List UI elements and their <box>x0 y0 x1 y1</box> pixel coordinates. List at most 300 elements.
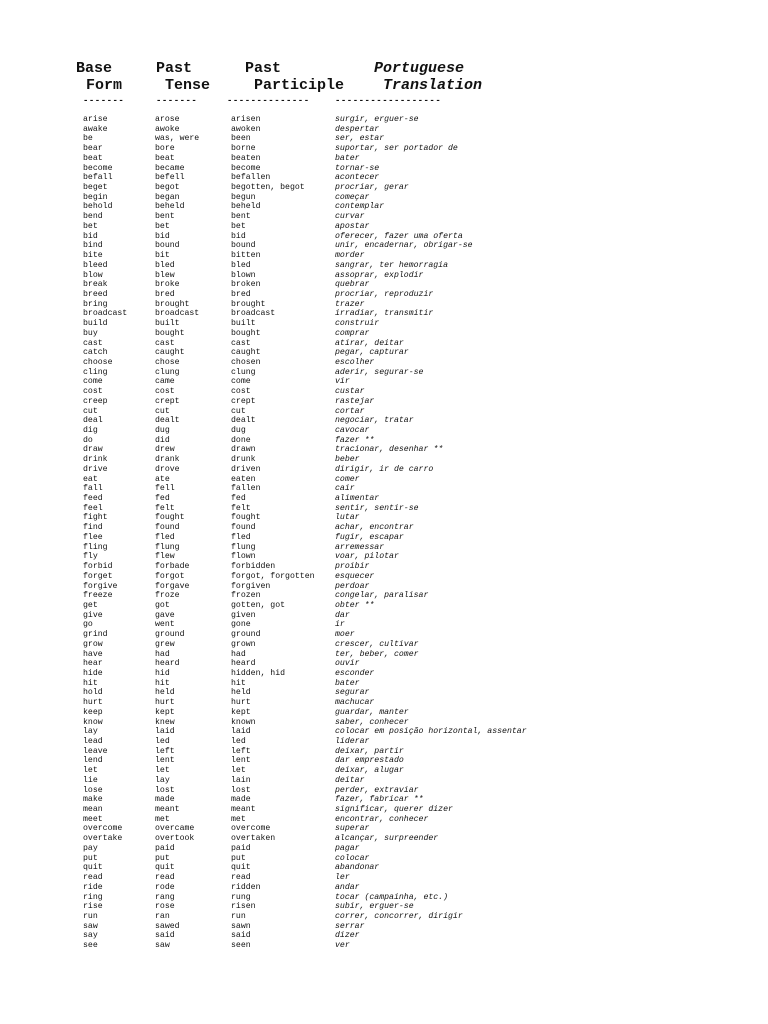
base-form-cell: forgive <box>83 581 118 591</box>
past-participle-cell: brought <box>231 299 266 309</box>
table-row <box>0 261 768 271</box>
table-row <box>0 465 768 475</box>
table-row <box>0 543 768 553</box>
past-participle-cell: begun <box>231 192 256 202</box>
base-form-cell: say <box>83 931 98 941</box>
portuguese-translation-cell: rastejar <box>335 396 375 406</box>
past-tense-cell: rang <box>155 892 175 902</box>
table-row <box>0 562 768 572</box>
base-form-cell: fight <box>83 513 108 523</box>
base-form-cell: fling <box>83 542 108 552</box>
table-row <box>0 931 768 941</box>
past-participle-cell: dealt <box>231 416 256 426</box>
base-form-cell: make <box>83 795 103 805</box>
portuguese-translation-cell: curvar <box>335 212 365 222</box>
portuguese-translation-cell: unir, encadernar, obrigar-se <box>335 241 473 251</box>
past-tense-cell: held <box>155 688 175 698</box>
past-tense-cell: fled <box>155 532 175 542</box>
portuguese-translation-cell: correr, concorrer, dirigir <box>335 911 463 921</box>
header-base-line2: Form <box>86 77 123 94</box>
portuguese-translation-cell: andar <box>335 882 360 892</box>
past-participle-cell: had <box>231 649 246 659</box>
base-form-cell: drink <box>83 455 108 465</box>
table-row <box>0 232 768 242</box>
base-form-cell: creep <box>83 396 108 406</box>
table-row <box>0 513 768 523</box>
portuguese-translation-cell: apostar <box>335 221 370 231</box>
base-form-cell: cut <box>83 406 98 416</box>
table-row <box>0 766 768 776</box>
base-form-cell: hold <box>83 688 103 698</box>
portuguese-translation-cell: negociar, tratar <box>335 416 414 426</box>
base-form-cell: fall <box>83 484 103 494</box>
table-row <box>0 455 768 465</box>
table-row <box>0 154 768 164</box>
past-tense-cell: read <box>155 873 175 883</box>
past-tense-cell: brought <box>155 299 190 309</box>
portuguese-translation-cell: ler <box>335 873 350 883</box>
header-participle-line2: Participle <box>254 77 345 94</box>
past-tense-cell: got <box>155 600 170 610</box>
portuguese-translation-cell: abandonar <box>335 863 380 873</box>
past-tense-cell: rose <box>155 902 175 912</box>
base-form-cell: hide <box>83 668 103 678</box>
past-participle-cell: forgiven <box>231 581 271 591</box>
base-form-cell: feed <box>83 494 103 504</box>
past-participle-cell: meant <box>231 805 256 815</box>
base-form-cell: dig <box>83 426 98 435</box>
portuguese-translation-cell: segurar <box>335 688 370 698</box>
past-participle-cell: come <box>231 377 251 387</box>
past-participle-cell: bound <box>231 241 256 251</box>
table-row <box>0 290 768 300</box>
portuguese-translation-cell: beber <box>335 455 360 465</box>
past-tense-cell: drank <box>155 455 180 465</box>
header-past-line2: Tense <box>165 77 211 94</box>
header-participle-line1: Past <box>245 60 282 77</box>
table-row <box>0 552 768 562</box>
portuguese-translation-cell: quebrar <box>335 280 370 290</box>
table-row <box>0 873 768 883</box>
table-row <box>0 698 768 708</box>
portuguese-translation-cell: cair <box>335 484 355 494</box>
portuguese-translation-cell: ser, estar <box>335 134 385 144</box>
table-row <box>0 824 768 834</box>
table-row <box>0 222 768 232</box>
past-participle-cell: lent <box>231 756 251 766</box>
table-row <box>0 902 768 912</box>
portuguese-translation-cell: ouvir <box>335 659 360 669</box>
past-participle-cell: borne <box>231 144 256 154</box>
table-row <box>0 893 768 903</box>
table-row <box>0 202 768 212</box>
past-participle-cell: fed <box>231 494 246 504</box>
base-form-cell: breed <box>83 289 108 299</box>
table-row <box>0 582 768 592</box>
past-participle-cell: given <box>231 610 256 620</box>
past-tense-cell: bet <box>155 221 170 231</box>
portuguese-translation-cell: surgir, erguer-se <box>335 115 419 124</box>
table-row <box>0 659 768 669</box>
header-separator: ------- <box>83 96 125 106</box>
past-tense-cell: chose <box>155 357 180 367</box>
portuguese-translation-cell: sentir, sentir-se <box>335 503 419 513</box>
past-tense-cell: hurt <box>155 698 175 708</box>
table-row <box>0 387 768 397</box>
base-form-cell: hit <box>83 678 98 688</box>
past-participle-cell: clung <box>231 367 256 377</box>
past-participle-cell: felt <box>231 503 251 513</box>
base-form-cell: feel <box>83 503 103 513</box>
base-form-cell: cost <box>83 387 103 397</box>
past-tense-cell: crept <box>155 396 180 406</box>
past-participle-cell: bled <box>231 260 251 270</box>
base-form-cell: grind <box>83 630 108 640</box>
past-tense-cell: became <box>155 163 185 173</box>
past-participle-cell: crept <box>231 396 256 406</box>
past-participle-cell: made <box>231 795 251 805</box>
past-tense-cell: left <box>155 746 175 756</box>
past-participle-cell: begotten, begot <box>231 183 305 193</box>
past-tense-cell: put <box>155 853 170 863</box>
portuguese-translation-cell: sangrar, ter hemorragia <box>335 260 449 270</box>
past-participle-cell: beaten <box>231 153 261 163</box>
past-participle-cell: cast <box>231 338 251 348</box>
past-tense-cell: bit <box>155 251 170 261</box>
base-form-cell: read <box>83 873 103 883</box>
portuguese-translation-cell: serrar <box>335 921 365 931</box>
portuguese-translation-cell: começar <box>335 192 370 202</box>
base-form-cell: broadcast <box>83 309 128 319</box>
past-participle-cell: drawn <box>231 445 256 455</box>
past-participle-cell: eaten <box>231 474 256 484</box>
table-row <box>0 377 768 387</box>
table-row <box>0 737 768 747</box>
past-tense-cell: drew <box>155 445 175 455</box>
past-participle-cell: fallen <box>231 484 261 494</box>
past-participle-cell: forbidden <box>231 562 276 572</box>
base-form-cell: catch <box>83 348 108 358</box>
past-participle-cell: said <box>231 931 251 941</box>
table-row <box>0 844 768 854</box>
portuguese-translation-cell: procriar, reproduzir <box>335 289 434 299</box>
past-tense-cell: broke <box>155 280 180 290</box>
base-form-cell: hear <box>83 659 103 669</box>
base-form-cell: go <box>83 620 93 630</box>
table-row <box>0 368 768 378</box>
past-participle-cell: bitten <box>231 251 261 261</box>
portuguese-translation-cell: deixar, alugar <box>335 766 404 776</box>
past-participle-cell: forgot, forgotten <box>231 571 315 581</box>
past-participle-cell: beheld <box>231 202 261 212</box>
past-participle-cell: gotten, got <box>231 600 286 610</box>
base-form-cell: know <box>83 717 103 727</box>
past-participle-cell: risen <box>231 902 256 912</box>
base-form-cell: fly <box>83 552 98 562</box>
past-tense-cell: built <box>155 319 180 329</box>
portuguese-translation-cell: cortar <box>335 406 365 416</box>
past-participle-cell: heard <box>231 659 256 669</box>
past-tense-cell: gave <box>155 610 175 620</box>
portuguese-translation-cell: superar <box>335 824 370 834</box>
table-row <box>0 815 768 825</box>
table-row <box>0 620 768 630</box>
base-form-cell: choose <box>83 357 113 367</box>
past-participle-cell: hidden, hid <box>231 668 286 678</box>
base-form-cell: saw <box>83 921 98 931</box>
base-form-cell: bind <box>83 241 103 251</box>
portuguese-translation-cell: contemplar <box>335 202 385 212</box>
past-tense-cell: let <box>155 766 170 776</box>
header-portuguese-line1: Portuguese <box>374 60 465 77</box>
table-row <box>0 193 768 203</box>
portuguese-translation-cell: tornar-se <box>335 163 380 173</box>
base-form-cell: lie <box>83 775 98 785</box>
past-tense-cell: lost <box>155 785 175 795</box>
base-form-cell: bear <box>83 144 103 154</box>
past-tense-cell: cost <box>155 387 175 397</box>
past-participle-cell: broadcast <box>231 309 276 319</box>
past-tense-cell: blew <box>155 270 175 280</box>
past-participle-cell: become <box>231 163 261 173</box>
table-row <box>0 144 768 154</box>
table-row <box>0 747 768 757</box>
past-participle-cell: befallen <box>231 173 271 183</box>
base-form-cell: befall <box>83 173 113 183</box>
portuguese-translation-cell: fugir, escapar <box>335 532 404 542</box>
past-tense-cell: drove <box>155 464 180 474</box>
header-base-line1: Base <box>76 60 113 77</box>
base-form-cell: get <box>83 600 98 610</box>
past-participle-cell: flown <box>231 552 256 562</box>
past-participle-cell: overtaken <box>231 834 276 844</box>
header-portuguese-line2: Translation <box>383 77 483 94</box>
base-form-cell: blow <box>83 270 103 280</box>
table-row <box>0 484 768 494</box>
past-participle-cell: flung <box>231 542 256 552</box>
past-participle-cell: let <box>231 766 246 776</box>
table-row <box>0 173 768 183</box>
base-form-cell: rise <box>83 902 103 912</box>
table-row <box>0 727 768 737</box>
portuguese-translation-cell: oferecer, fazer uma oferta <box>335 231 463 241</box>
past-participle-cell: led <box>231 737 246 746</box>
base-form-cell: bleed <box>83 260 108 270</box>
header-past-line1: Past <box>156 60 193 77</box>
table-row <box>0 854 768 864</box>
past-tense-cell: went <box>155 620 175 630</box>
table-row <box>0 941 768 951</box>
table-row <box>0 805 768 815</box>
base-form-cell: run <box>83 911 98 921</box>
base-form-cell: let <box>83 766 98 776</box>
portuguese-translation-cell: escolher <box>335 357 375 367</box>
past-participle-cell: found <box>231 523 256 533</box>
base-form-cell: buy <box>83 328 98 338</box>
past-tense-cell: ran <box>155 911 170 921</box>
base-form-cell: bid <box>83 231 98 241</box>
past-tense-cell: fell <box>155 484 175 494</box>
past-tense-cell: overtook <box>155 834 195 844</box>
portuguese-translation-cell: tocar (campainha, etc.) <box>335 892 449 902</box>
table-row <box>0 358 768 368</box>
base-form-cell: bite <box>83 251 103 261</box>
base-form-cell: lose <box>83 785 103 795</box>
past-tense-cell: beat <box>155 153 175 163</box>
base-form-cell: keep <box>83 707 103 717</box>
past-participle-cell: broken <box>231 280 261 290</box>
past-tense-cell: beheld <box>155 202 185 212</box>
past-tense-cell: bore <box>155 144 175 154</box>
base-form-cell: hurt <box>83 698 103 708</box>
past-tense-cell: overcame <box>155 824 195 834</box>
base-form-cell: mean <box>83 805 103 815</box>
base-form-cell: freeze <box>83 591 113 601</box>
past-tense-cell: heard <box>155 659 180 669</box>
base-form-cell: see <box>83 941 98 951</box>
portuguese-translation-cell: alcançar, surpreender <box>335 834 439 844</box>
portuguese-translation-cell: assoprar, explodir <box>335 270 424 280</box>
portuguese-translation-cell: comer <box>335 474 360 484</box>
base-form-cell: do <box>83 435 93 445</box>
past-tense-cell: froze <box>155 591 180 601</box>
past-tense-cell: bid <box>155 231 170 241</box>
header-separator: ------------------ <box>335 96 442 106</box>
base-form-cell: lead <box>83 737 103 746</box>
past-tense-cell: bent <box>155 212 175 222</box>
portuguese-translation-cell: esquecer <box>335 571 375 581</box>
past-tense-cell: led <box>155 737 170 746</box>
table-row <box>0 572 768 582</box>
table-row <box>0 348 768 358</box>
base-form-cell: draw <box>83 445 103 455</box>
past-tense-cell: made <box>155 795 175 805</box>
table-row <box>0 300 768 310</box>
past-participle-cell: frozen <box>231 591 261 601</box>
base-form-cell: bet <box>83 221 98 231</box>
base-form-cell: pay <box>83 843 98 853</box>
portuguese-translation-cell: morder <box>335 251 365 261</box>
past-participle-cell: dug <box>231 426 246 435</box>
past-tense-cell: fed <box>155 494 170 504</box>
past-tense-cell: broadcast <box>155 309 200 319</box>
portuguese-translation-cell: dirigir, ir de carro <box>335 464 434 474</box>
portuguese-translation-cell: custar <box>335 387 365 397</box>
past-participle-cell: sawn <box>231 921 251 931</box>
past-tense-cell: lent <box>155 756 175 766</box>
base-form-cell: beat <box>83 153 103 163</box>
portuguese-translation-cell: deixar, partir <box>335 746 404 756</box>
base-form-cell: overtake <box>83 834 123 844</box>
base-form-cell: drive <box>83 464 108 474</box>
past-participle-cell: cost <box>231 387 251 397</box>
past-participle-cell: gone <box>231 620 251 630</box>
past-participle-cell: arisen <box>231 115 261 124</box>
past-participle-cell: fled <box>231 532 251 542</box>
portuguese-translation-cell: ter, beber, comer <box>335 649 419 659</box>
base-form-cell: bring <box>83 299 108 309</box>
table-row <box>0 125 768 135</box>
past-tense-cell: bound <box>155 241 180 251</box>
past-tense-cell: cast <box>155 338 175 348</box>
past-participle-cell: bet <box>231 221 246 231</box>
past-tense-cell: dug <box>155 426 170 435</box>
past-participle-cell: chosen <box>231 357 261 367</box>
past-tense-cell: said <box>155 931 175 941</box>
past-participle-cell: bent <box>231 212 251 222</box>
table-row <box>0 708 768 718</box>
table-row <box>0 115 768 125</box>
past-tense-cell: befell <box>155 173 185 183</box>
past-tense-cell: laid <box>155 727 175 737</box>
base-form-cell: ride <box>83 882 103 892</box>
portuguese-translation-cell: acontecer <box>335 173 380 183</box>
past-tense-cell: met <box>155 814 170 824</box>
portuguese-translation-cell: comprar <box>335 328 370 338</box>
past-participle-cell: quit <box>231 863 251 873</box>
past-tense-cell: meant <box>155 805 180 815</box>
past-tense-cell: forbade <box>155 562 190 572</box>
past-tense-cell: had <box>155 649 170 659</box>
table-row <box>0 630 768 640</box>
portuguese-translation-cell: arremessar <box>335 542 385 552</box>
past-tense-cell: saw <box>155 941 170 951</box>
table-row <box>0 688 768 698</box>
table-row <box>0 601 768 611</box>
table-row <box>0 718 768 728</box>
table-row <box>0 679 768 689</box>
base-form-cell: eat <box>83 474 98 484</box>
past-participle-cell: hurt <box>231 698 251 708</box>
table-row <box>0 786 768 796</box>
base-form-cell: overcome <box>83 824 123 834</box>
portuguese-translation-cell: encontrar, conhecer <box>335 814 429 824</box>
portuguese-translation-cell: congelar, paralisar <box>335 591 429 601</box>
table-row <box>0 426 768 436</box>
past-tense-cell: paid <box>155 843 175 853</box>
table-row <box>0 309 768 319</box>
portuguese-translation-cell: dizer <box>335 931 360 941</box>
table-row <box>0 319 768 329</box>
base-form-cell: be <box>83 134 93 144</box>
past-tense-cell: grew <box>155 639 175 649</box>
table-row <box>0 271 768 281</box>
portuguese-translation-cell: tracionar, desenhar ** <box>335 445 444 455</box>
base-form-cell: put <box>83 853 98 863</box>
past-participle-cell: put <box>231 853 246 863</box>
base-form-cell: build <box>83 319 108 329</box>
past-tense-cell: knew <box>155 717 175 727</box>
past-participle-cell: cut <box>231 406 246 416</box>
past-tense-cell: bred <box>155 289 175 299</box>
base-form-cell: begin <box>83 192 108 202</box>
table-row <box>0 922 768 932</box>
portuguese-translation-cell: moer <box>335 630 355 640</box>
table-row <box>0 611 768 621</box>
base-form-cell: awake <box>83 124 108 134</box>
base-form-cell: lay <box>83 727 98 737</box>
base-form-cell: behold <box>83 202 113 212</box>
table-row <box>0 912 768 922</box>
past-participle-cell: paid <box>231 843 251 853</box>
past-tense-cell: flew <box>155 552 175 562</box>
portuguese-translation-cell: pagar <box>335 843 360 853</box>
table-row <box>0 329 768 339</box>
past-participle-cell: built <box>231 319 256 329</box>
portuguese-translation-cell: achar, encontrar <box>335 523 414 533</box>
table-row <box>0 504 768 514</box>
portuguese-translation-cell: suportar, ser portador de <box>335 144 458 154</box>
